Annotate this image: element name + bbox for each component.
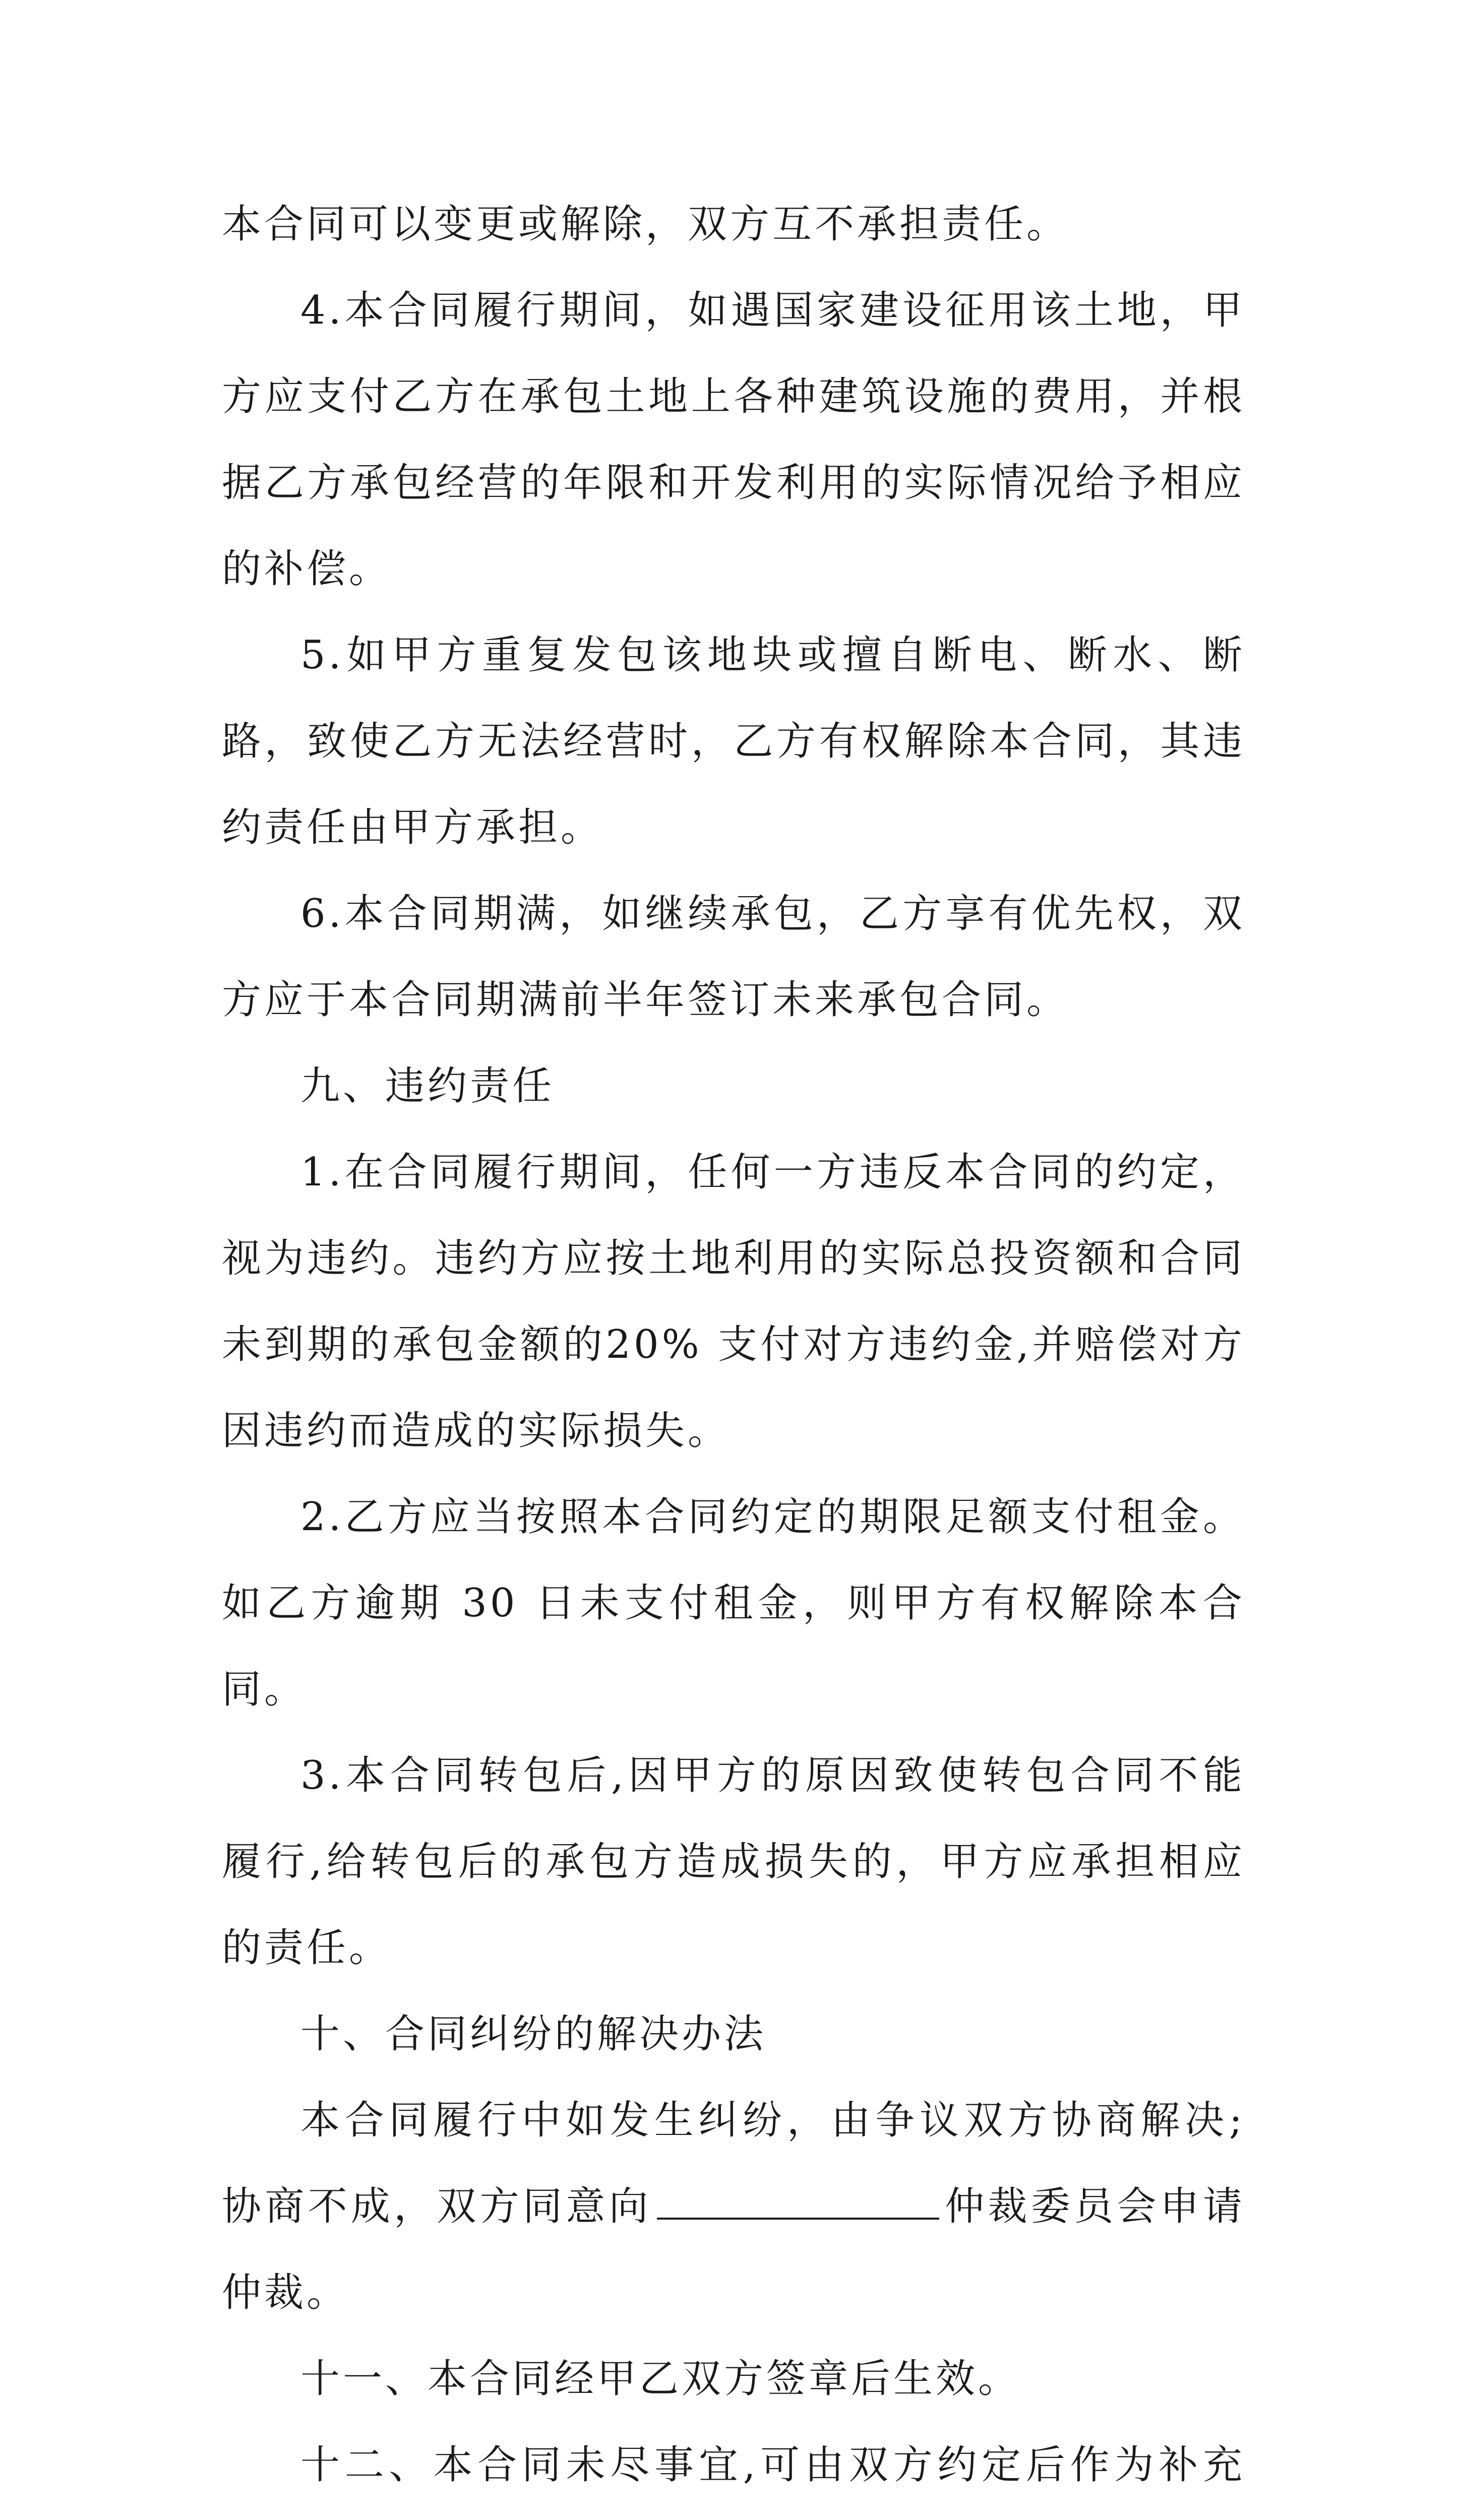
dispute-text-after-blank: 仲裁委员会申请仲裁。 [222,2184,1245,2315]
arbitration-blank-line [657,2187,939,2220]
clause-8-5: 5.如甲方重复发包该地块或擅自断电、断水、断路，致使乙方无法经营时，乙方有权解除本合同，其违约责任由甲方承担。 [222,633,1245,850]
clause-8-4: 4.本合同履行期间，如遇国家建设征用该土地，甲方应支付乙方在承包土地上各种建筑设施的费用，并根据乙方承包经营的年限和开发利用的实际情况给予相应的补偿。 [222,288,1245,592]
paragraph-continuation: 本合同可以变更或解除，双方互不承担责任。 [222,202,1069,247]
clause-11-effective: 十一、本合同经甲乙双方签章后生效。 [300,2356,1021,2402]
clause-10-dispute [222,2077,1245,2336]
document-body [222,181,1245,2520]
clause-8-6: 6.本合同期满，如继续承包，乙方享有优先权，双方应于本合同期满前半年签订未来承包合同。 [222,891,1245,1023]
clause-9-1: 1.在合同履行期间，任何一方违反本合同的约定，视为违约。违约方应按土地利用的实际总投资额和合同未到期的承包金额的20% 支付对方违约金,并赔偿对方因违约而造成的实际损失。 [222,1150,1245,1454]
section-heading-breach: 九、违约责任 [300,1063,555,1109]
clause-9-3: 3.本合同转包后,因甲方的原因致使转包合同不能履行,给转包后的承包方造成损失的，甲方应承担相应的责任。 [222,1753,1245,1971]
section-heading-dispute: 十、合同纠纷的解决办法 [300,2011,767,2057]
dispute-text-before-blank: 本合同履行中如发生纠纷，由争议双方协商解决;协商不成，双方同意向 [222,2098,1245,2229]
clause-9-2: 2.乙方应当按照本合同约定的期限足额支付租金。如乙方逾期 30 日未支付租金，则甲方有权解除本合同。 [222,1494,1245,1712]
clause-12-supplement: 十二、本合同未尽事宜,可由双方约定后作为补充 [300,2442,1245,2488]
